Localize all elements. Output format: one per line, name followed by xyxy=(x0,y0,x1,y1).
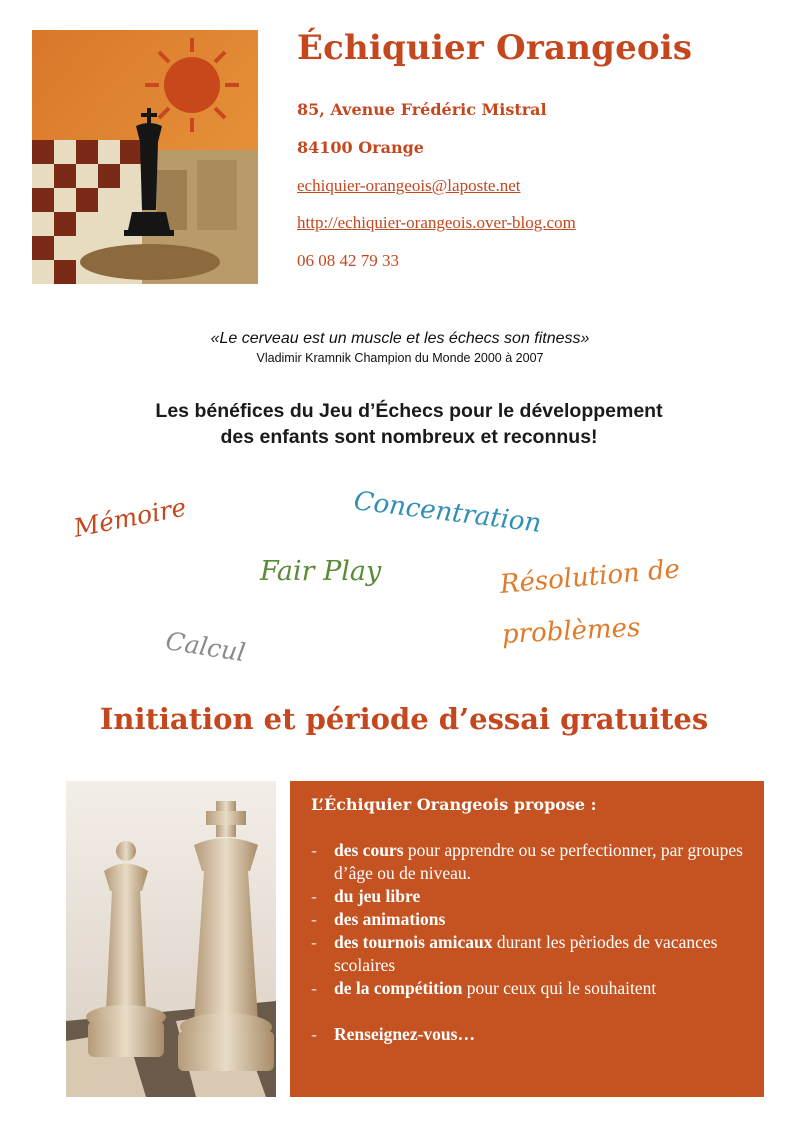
headline-line-1: Les bénéfices du Jeu d’Échecs pour le développement xyxy=(155,400,663,422)
benefit-problemes: problèmes xyxy=(501,612,642,650)
offer-list xyxy=(311,839,752,1046)
offer-title: L’Échiquier Orangeois propose : xyxy=(311,795,597,814)
phone-number: 06 08 42 79 33 xyxy=(297,251,399,270)
list-spacer xyxy=(311,1000,752,1023)
benefit-calcul: Calcul xyxy=(163,626,248,668)
list-item: - des tournois amicaux durant les pèriodes de vacances scolaires xyxy=(311,931,752,977)
free-trial-banner: Initiation et période d’essai gratuites xyxy=(99,702,709,736)
quote-text: «Le cerveau est un muscle et les échecs son fitness» xyxy=(210,330,590,347)
benefit-memoire: Mémoire xyxy=(71,492,189,543)
list-item: - de la compétition pour ceux qui le souhaitent xyxy=(311,977,752,1000)
address-street: 85, Avenue Frédéric Mistral xyxy=(297,100,547,119)
address-city: 84100 Orange xyxy=(297,138,424,157)
list-item: - des cours pour apprendre ou se perfectionner, par groupes d’âge ou de niveau. xyxy=(311,839,752,885)
benefit-fair-play: Fair Play xyxy=(260,556,382,587)
benefit-concentration: Concentration xyxy=(352,486,543,539)
quote-author: Vladimir Kramnik Champion du Monde 2000 à 2007 xyxy=(256,351,544,365)
club-title: Échiquier Orangeois xyxy=(297,28,693,68)
chess-pieces-photo xyxy=(66,781,276,1097)
headline-line-2: des enfants sont nombreux et reconnus! xyxy=(220,426,598,448)
offer-box xyxy=(290,781,764,1097)
email-link[interactable]: echiquier-orangeois@laposte.net xyxy=(297,176,521,195)
benefits-headline xyxy=(0,398,800,450)
benefit-resolution: Résolution de xyxy=(498,554,682,600)
list-item: - Renseignez-vous… xyxy=(311,1023,752,1046)
chess-king-painting xyxy=(32,30,258,284)
list-item: - du jeu libre xyxy=(311,885,752,908)
list-item: - des animations xyxy=(311,908,752,931)
website-link[interactable]: http://echiquier-orangeois.over-blog.com xyxy=(297,213,576,232)
